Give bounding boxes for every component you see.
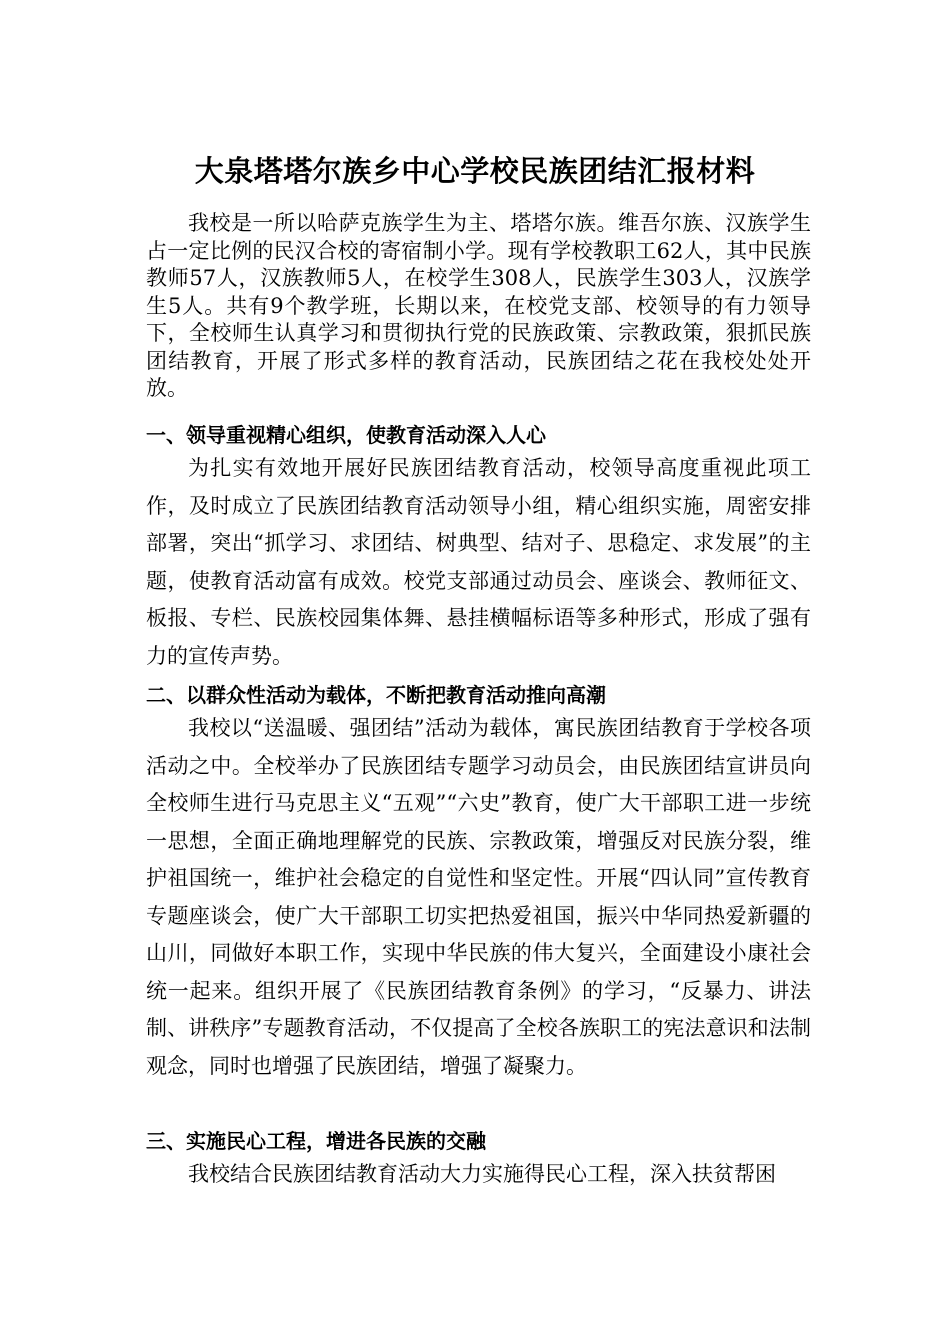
section-body: 我校以“送温暖、强团结”活动为载体，寓民族团结教育于学校各项活动之中。全校举办了民族团结专题学习动员会，由民族团结宣讲员向全校师生进行马克思主义“五观”“六史”教育，使广大干部职工进一步统一思想，全面正确地理解党的民族、宗教政策，增强反对民族分裂，维护祖国统一，维护社会稳定的自觉性和坚定性。开展“四认同”宣传教育专题座谈会，使广大干部职工切实把热爱祖国，振兴中华同热爱新疆的山川，同做好本职工作，实现中华民族的伟大复兴，全面建设小康社会统一起来。组织开展了《民族团结教育条例》的学习，“反暴力、讲法制、讲秩序”专题教育活动，不仅提高了全校各族职工的宪法意识和法制观念，同时也增强了民族团结，增强了凝聚力。 [146,716,811,1078]
section-body: 为扎实有效地开展好民族团结教育活动，校领导高度重视此项工作，及时成立了民族团结教育活动领导小组，精心组织实施，周密安排部署，突出“抓学习、求团结、树典型、结对子、思稳定、求发展”的主题，使教育活动富有成效。校党支部通过动员会、座谈会、教师征文、板报、专栏、民族校园集体舞、悬挂横幅标语等多种形式，形成了强有力的宣传声势。 [146,456,811,668]
section-1 [146,420,811,675]
intro-paragraph: 我校是一所以哈萨克族学生为主、塔塔尔族。维吾尔族、汉族学生占一定比例的民汉合校的寄宿制小学。现有学校教职工62人，其中民族教师57人，汉族教师5人，在校学生308人，民族学生303人，汉族学生5人。共有9个教学班，长期以来，在校党支部、校领导的有力领导下，全校师生认真学习和贯彻执行党的民族政策、宗教政策，狠抓民族团结教育，开展了形式多样的教育活动，民族团结之花在我校处处开放。 [146,211,811,400]
section-heading: 一、领导重视精心组织，使教育活动深入人心 [146,423,546,447]
section-heading: 二、以群众性活动为载体，不断把教育活动推向高潮 [146,683,606,707]
section-2 [146,680,811,1085]
document-title: 大泉塔塔尔族乡中心学校民族团结汇报材料 [194,154,756,189]
section-heading: 三、实施民心工程，增进各民族的交融 [146,1129,486,1153]
section-body: 我校结合民族团结教育活动大力实施得民心工程，深入扶贫帮困 [188,1162,776,1186]
section-3 [146,1126,811,1194]
